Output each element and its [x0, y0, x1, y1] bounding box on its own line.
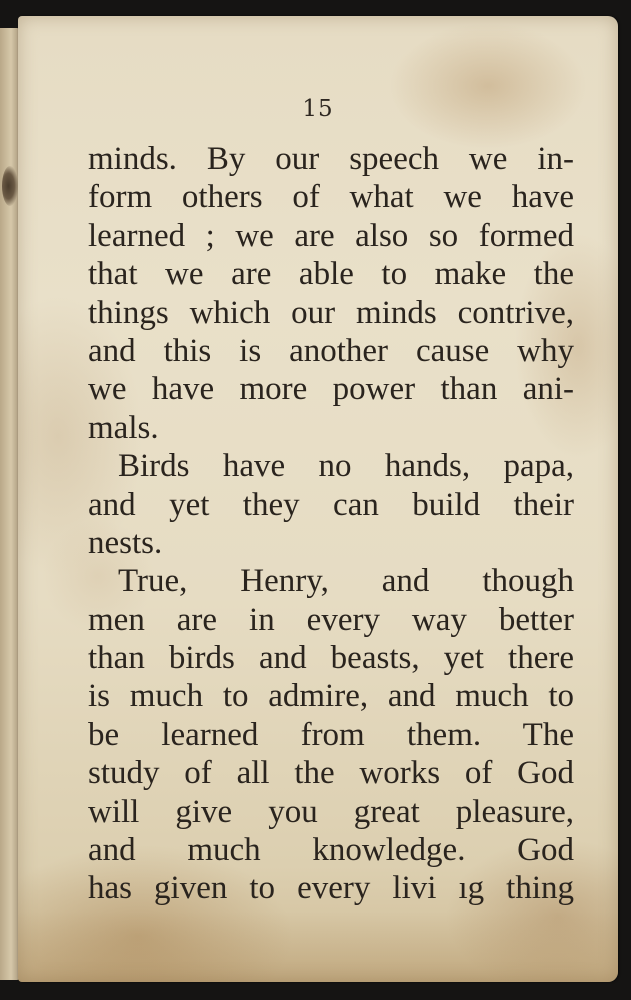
- text-line: things which our minds contrive,: [88, 294, 574, 331]
- text-line: be learned from them. The: [88, 716, 574, 753]
- text-line: minds. By our speech we in-: [88, 141, 574, 177]
- text-line: is much to admire, and much to: [88, 678, 574, 715]
- text-line: and this is another cause why: [88, 332, 574, 369]
- text-line: and much knowledge. God: [88, 832, 574, 869]
- text-line: study of all the works of God: [88, 755, 574, 792]
- text-line: learned ; we are also so formed: [88, 217, 574, 254]
- age-stain: [18, 912, 618, 982]
- text-line: True, Henry, and though: [118, 563, 574, 600]
- text-line: mals.: [88, 409, 159, 446]
- text-line: than birds and beasts, yet there: [88, 640, 574, 677]
- previous-page-edge: [0, 28, 20, 980]
- text-line: nests.: [88, 524, 163, 561]
- text-line: Birds have no hands, papa,: [118, 448, 574, 485]
- body-text: [88, 140, 574, 908]
- text-line: we have more power than ani-: [88, 371, 574, 408]
- page-number: 15: [302, 96, 334, 122]
- text-line: men are in every way better: [88, 601, 574, 638]
- book-page: [18, 16, 618, 982]
- text-line: and yet they can build their: [88, 486, 574, 523]
- text-line: that we are able to make the: [88, 256, 574, 293]
- text-line: will give you great pleasure,: [88, 793, 574, 830]
- text-line: has given to every livi ıg thing: [88, 870, 574, 907]
- binding-hole: [2, 166, 18, 206]
- text-line: form others of what we have: [88, 179, 574, 216]
